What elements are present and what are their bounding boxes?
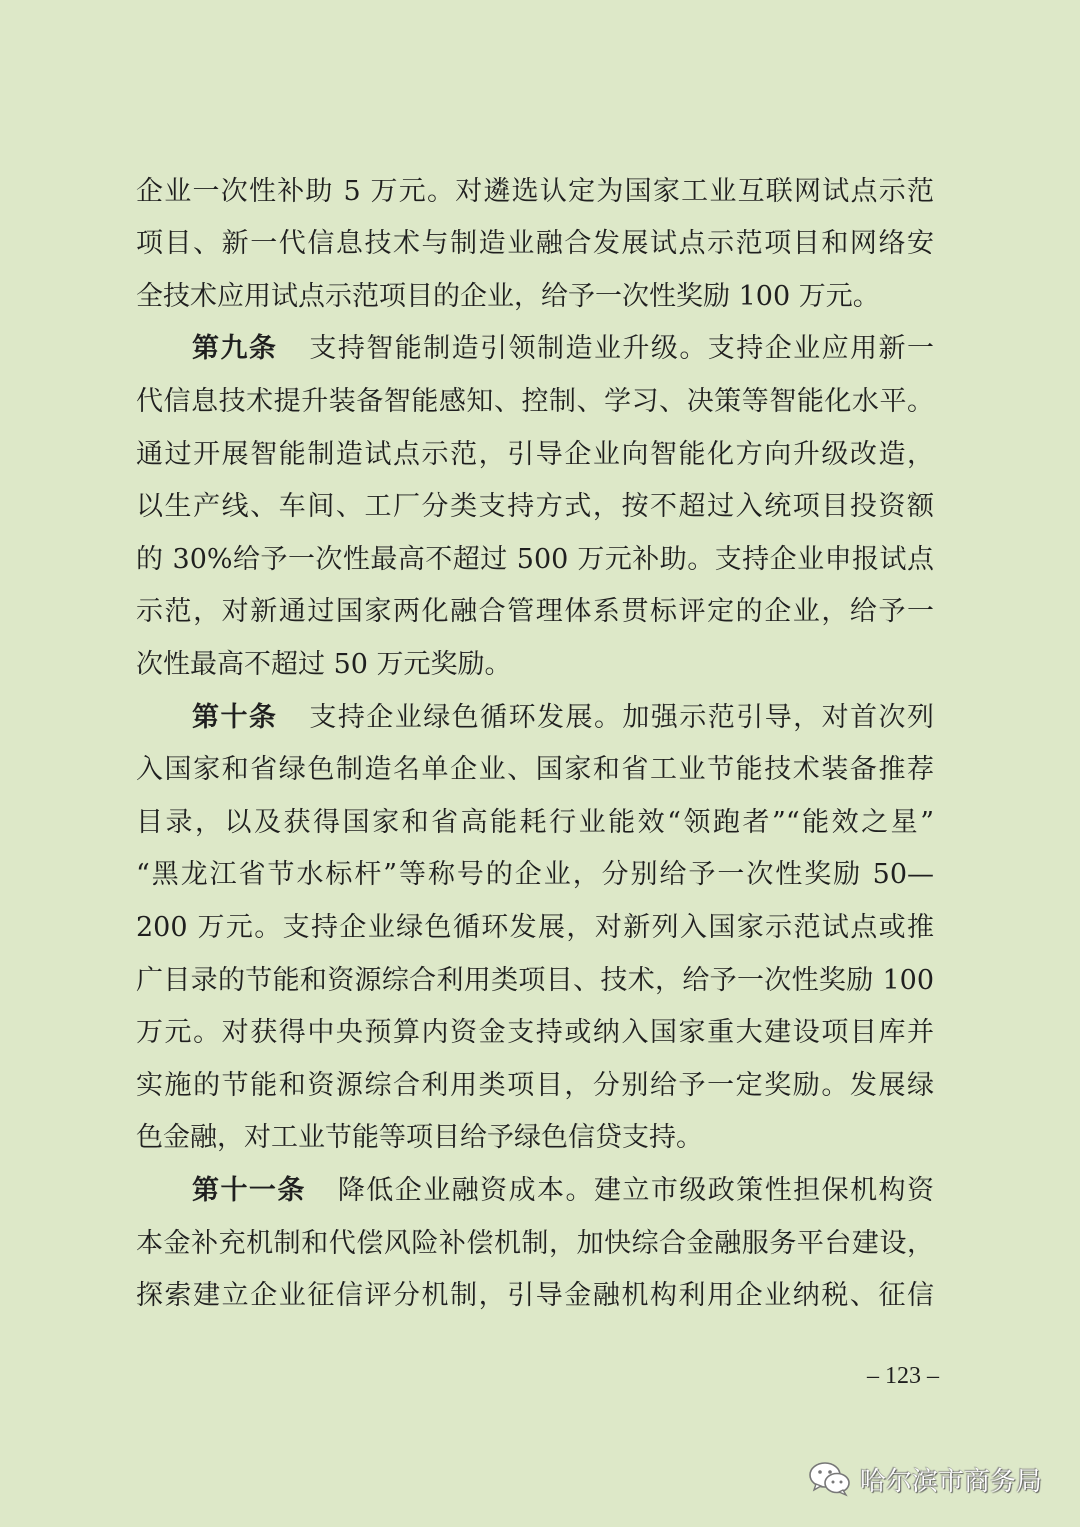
text-line: 企业一次性补助 5 万元。对遴选认定为国家工业互联网试点示范 — [136, 176, 934, 207]
text-line: 入国家和省绿色制造名单企业、国家和省工业节能技术装备推荐 — [136, 754, 934, 785]
page-number: – 123 – — [867, 1363, 939, 1389]
text-line: 全技术应用试点示范项目的企业，给予一次性奖励 100 万元。 — [136, 281, 880, 312]
wechat-watermark — [808, 1457, 1058, 1501]
text-line: 探索建立企业征信评分机制，引导金融机构利用企业纳税、征信 — [136, 1280, 934, 1311]
article-9-first-line — [192, 323, 934, 375]
text-line: 降低企业融资成本。建立市级政策性担保机构资 — [337, 1175, 934, 1206]
text-line: 次性最高不超过 50 万元奖励。 — [136, 649, 512, 680]
wechat-icon — [808, 1459, 852, 1499]
text-line: 万元。对获得中央预算内资金支持或纳入国家重大建设项目库并 — [136, 1017, 934, 1048]
text-line: “黑龙江省节水标杆”等称号的企业，分别给予一次性奖励 50— — [136, 859, 934, 890]
text-line: 200 万元。支持企业绿色循环发展，对新列入国家示范试点或推 — [136, 912, 934, 943]
text-line: 以生产线、车间、工厂分类支持方式，按不超过入统项目投资额 — [136, 491, 934, 522]
text-line: 项目、新一代信息技术与制造业融合发展试点示范项目和网络安 — [136, 228, 934, 259]
text-line: 目录，以及获得国家和省高能耗行业能效“领跑者”“能效之星” — [136, 807, 934, 838]
text-line: 的 30%给予一次性最高不超过 500 万元补助。支持企业申报试点 — [136, 544, 934, 575]
article-10-first-line — [192, 692, 934, 744]
text-line: 支持企业绿色循环发展。加强示范引导，对首次列 — [309, 702, 934, 733]
text-line: 实施的节能和资源综合利用类项目，分别给予一定奖励。发展绿 — [136, 1070, 934, 1101]
text-line: 本金补充机制和代偿风险补偿机制，加快综合金融服务平台建设， — [136, 1228, 934, 1259]
article-9-heading: 第九条 — [192, 333, 278, 364]
article-11-first-line — [192, 1165, 934, 1217]
text-line: 广目录的节能和资源综合利用类项目、技术，给予一次性奖励 100 — [136, 965, 934, 996]
text-line: 示范，对新通过国家两化融合管理体系贯标评定的企业，给予一 — [136, 596, 934, 627]
watermark-text: 哈尔滨市商务局 — [860, 1466, 1043, 1497]
article-10-heading: 第十条 — [192, 702, 278, 733]
text-line: 支持智能制造引领制造业升级。支持企业应用新一 — [309, 333, 934, 364]
article-11-heading: 第十一条 — [192, 1175, 306, 1206]
text-line: 通过开展智能制造试点示范，引导企业向智能化方向升级改造， — [136, 439, 934, 470]
text-line: 代信息技术提升装备智能感知、控制、学习、决策等智能化水平。 — [136, 386, 934, 417]
text-line: 色金融，对工业节能等项目给予绿色信贷支持。 — [136, 1122, 703, 1153]
